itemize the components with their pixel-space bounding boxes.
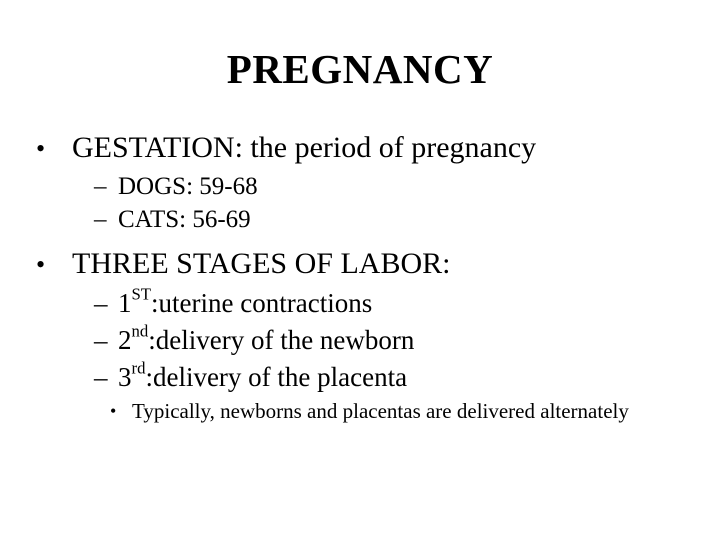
- subitem-text: CATS: 56-69: [118, 206, 251, 233]
- stage-ordinal-suffix: rd: [131, 358, 146, 378]
- dash-marker: –: [94, 173, 107, 200]
- stage-ordinal-suffix: nd: [131, 321, 149, 341]
- note-delivery: [110, 399, 670, 424]
- dash-marker: –: [94, 288, 108, 318]
- stage-ordinal: 1: [118, 288, 132, 318]
- stage-ordinal: 2: [118, 325, 132, 355]
- stage-ordinal-suffix: ST: [131, 284, 152, 304]
- bullet-text: THREE STAGES OF LABOR:: [72, 247, 451, 280]
- dash-marker: –: [94, 325, 108, 355]
- slide-title: PREGNANCY: [226, 46, 494, 92]
- bullet-marker: •: [36, 134, 46, 163]
- note-text: Typically, newborns and placentas are delivered alternately: [132, 399, 629, 423]
- subitem-text: :uterine contractions: [151, 288, 373, 318]
- subitem-text: :delivery of the placenta: [145, 362, 408, 392]
- bullet-marker: •: [36, 250, 46, 279]
- bullet-labor-stages: [36, 246, 450, 283]
- bullet-gestation: [36, 130, 536, 167]
- subitem-dogs: [94, 172, 258, 202]
- note-marker: •: [110, 401, 117, 421]
- dash-marker: –: [94, 362, 108, 392]
- subitem-text: DOGS: 59-68: [118, 173, 258, 200]
- subitem-text: :delivery of the newborn: [148, 325, 415, 355]
- bullet-text: GESTATION: the period of pregnancy: [72, 131, 537, 164]
- dash-marker: –: [94, 206, 107, 233]
- subitem-stage-1: [94, 284, 373, 319]
- subitem-stage-2: [94, 321, 415, 356]
- subitem-stage-3: [94, 358, 408, 393]
- subitem-cats: [94, 205, 251, 235]
- stage-ordinal: 3: [118, 362, 132, 392]
